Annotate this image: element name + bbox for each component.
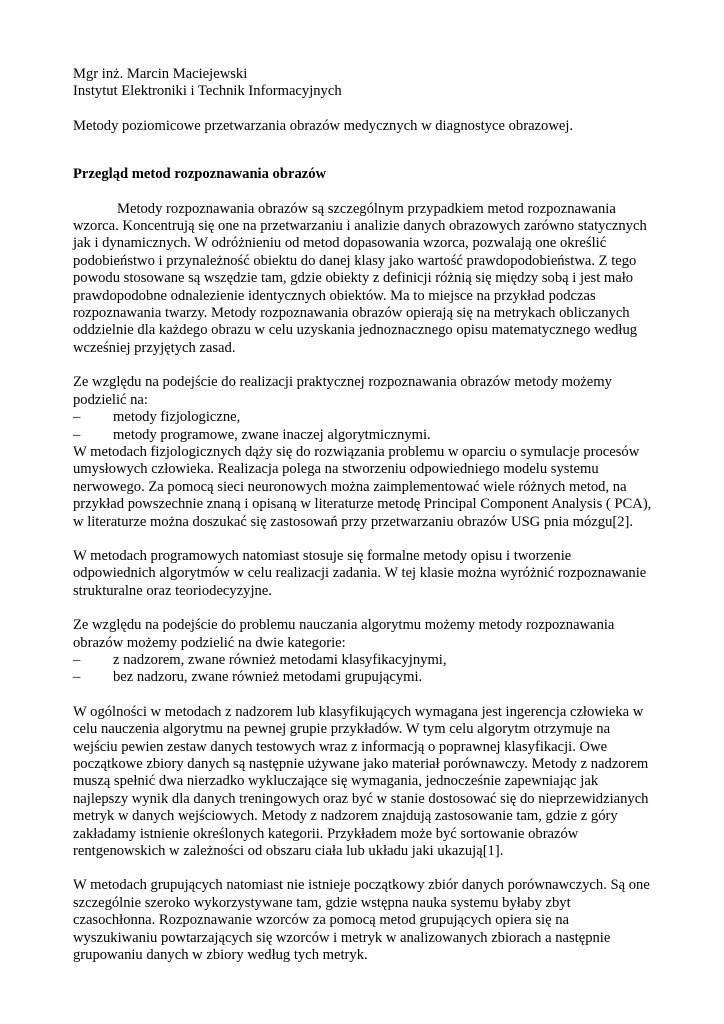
- paragraph-line: W metodach grupujących natomiast nie istnieje początkowy zbiór danych porównawczych. Są one: [73, 877, 650, 894]
- list-item-text: metody programowe, zwane inaczej algorytmicznymi.: [113, 426, 431, 443]
- paragraph-line: oddzielnie dla każdego obrazu w celu uzyskania jednoznacznego opisu matematycznego według: [73, 322, 638, 339]
- paragraph-3: [73, 548, 663, 600]
- document-title: Metody poziomicowe przetwarzania obrazów medycznych w diagnostyce obrazowej.: [73, 117, 574, 134]
- list-dash: –: [73, 651, 81, 668]
- section-heading: Przegląd metod rozpoznawania obrazów: [73, 166, 327, 183]
- paragraph-5: [73, 704, 663, 861]
- paragraph-line: przykład powszechnie znaną i opisaną w literaturze metodę Principal Component Analysis ( PCA),: [73, 496, 652, 513]
- list-item: [73, 409, 663, 426]
- paragraph-line: W ogólności w metodach z nadzorem lub klasyfikujących wymagana jest ingerencja człowieka w: [73, 703, 644, 720]
- paragraph-4: [73, 617, 663, 687]
- paragraph-line: najlepszy wynik dla danych treningowych oraz być w stanie dostosować się do nieprzewidzianych: [73, 790, 649, 807]
- paragraph-line: wzorca. Koncentrują się one na przetwarzaniu i analizie danych obrazowych zarówno statycznych: [73, 218, 647, 235]
- paragraph-line: W metodach fizjologicznych dąży się do rozwiązania problemu w oparciu o symulacje procesów: [73, 443, 640, 460]
- paragraph-line: prawdopodobne odnalezienie identycznych obiektów. Ma to miejsce na przykład podczas: [73, 287, 596, 304]
- paragraph-line: wcześniej przyjętych zasad.: [73, 339, 236, 356]
- paragraph-line: początkowe zbiory danych są następnie używane jako materiał porównawczy. Metody z nadzorem: [73, 756, 649, 772]
- paragraph-line: szczególnie szeroko wykorzystywane tam, gdzie wstępna nauka systemu byłaby zbyt: [73, 894, 571, 911]
- paragraph-2: [73, 374, 663, 531]
- paragraph-line: rentgenowskich w zależności od obszaru ciała lub układu jaki ukazują[1].: [73, 843, 504, 860]
- paragraph-line: czasochłonna. Rozpoznawanie wzorców za pomocą metod grupujących opiera się na: [73, 912, 569, 929]
- paragraph-line: Ze względu na podejście do realizacji praktycznej rozpoznawania obrazów metody możemy: [73, 374, 612, 391]
- list-dash: –: [73, 426, 81, 443]
- document-page: [73, 66, 663, 964]
- paragraph-line: zakładamy istnienie określonych kategorii. Przykładem może być sortowanie obrazów: [73, 825, 579, 842]
- paragraph-line: grupowaniu danych w zbiory według tych metryk.: [73, 947, 368, 964]
- paragraph-line: wejściu pewien zestaw danych testowych wraz z informacją o poprawnej klasyfikacji. Owe: [73, 738, 608, 755]
- paragraph-line: rozpoznawania twarzy. Metody rozpoznawania obrazów opierają się na metrykach obliczanych: [73, 305, 630, 322]
- author-name: Mgr inż. Marcin Maciejewski: [73, 66, 248, 82]
- paragraph-line: nerwowego. Za pomocą sieci neuronowych można zaimplementować wiele różnych metod, na: [73, 478, 627, 495]
- paragraph-line: metryk w danych wejściowych. Metody z nadzorem znajdują zastosowanie tam, gdzie z góry: [73, 808, 618, 825]
- paragraph-line: powodu stosowane są wszędzie tam, gdzie obiekty z definicji różnią się między sobą i jest mało: [73, 270, 634, 287]
- paragraph-line: celu nauczenia algorytmu na pewnej grupie przykładów. W tym celu algorytm otrzymuje na: [73, 721, 611, 738]
- list-item: [73, 427, 663, 444]
- paragraph-line: podzielić na:: [73, 391, 148, 408]
- paragraph-line: Metody rozpoznawania obrazów są szczególnym przypadkiem metod rozpoznawania: [117, 200, 616, 217]
- list-dash: –: [73, 669, 81, 686]
- paragraph-1: [73, 201, 663, 358]
- paragraph-6: [73, 877, 663, 964]
- paragraph-line: jak i dynamicznych. W odróżnieniu od metod dopasowania wzorca, pozwalają one określić: [73, 235, 607, 252]
- paragraph-line: umysłowych człowieka. Realizacja polega na stworzeniu odpowiedniego modelu systemu: [73, 461, 599, 478]
- list-item-text: metody fizjologiczne,: [113, 409, 241, 426]
- author-institute: Instytut Elektroniki i Technik Informacyjnych: [73, 83, 342, 100]
- paragraph-line: wyszukiwaniu powtarzających się wzorców i metryk w analizowanych zbiorach a następnie: [73, 929, 611, 946]
- paragraph-line: podobieństwo i przynależność obiektu do danej klasy jako wartość prawdopodobieństwa. Z tego: [73, 252, 637, 269]
- paragraph-line: W metodach programowych natomiast stosuje się formalne metody opisu i tworzenie: [73, 547, 572, 564]
- list-item-text: z nadzorem, zwane również metodami klasyfikacyjnymi,: [113, 651, 447, 668]
- list-dash: –: [73, 409, 81, 426]
- paragraph-line: w literaturze można doszukać się zastosowań przy przetwarzaniu obrazów USG pnia mózgu[2].: [73, 513, 634, 530]
- list-item-text: bez nadzoru, zwane również metodami grupującymi.: [113, 669, 423, 686]
- paragraph-line: obrazów możemy podzielić na dwie kategorie:: [73, 634, 346, 651]
- paragraph-line: odpowiednich algorytmów w celu realizacji zadania. W tej klasie można wyróżnić rozpoznawanie: [73, 565, 647, 582]
- paragraph-line: Ze względu na podejście do problemu nauczania algorytmu możemy metody rozpoznawania: [73, 617, 615, 634]
- paragraph-line: muszą spełnić dwa nierzadko wykluczające się wymagania, jednocześnie zapewniając jak: [73, 773, 599, 790]
- list-item: [73, 669, 663, 686]
- paragraph-line: strukturalne oraz teoriodecyzyjne.: [73, 582, 272, 599]
- list-item: [73, 652, 663, 669]
